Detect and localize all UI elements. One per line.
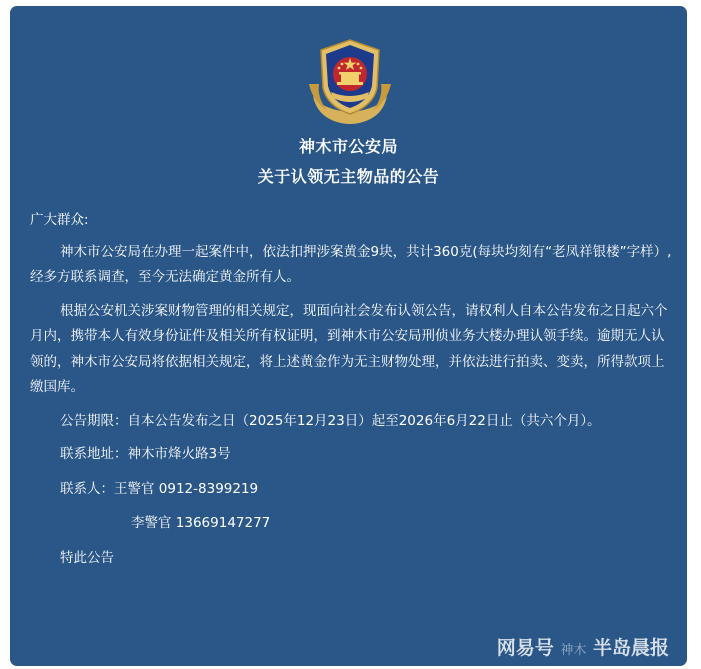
notice-card	[10, 6, 687, 666]
org-title: 神木市公安局	[298, 137, 398, 156]
paragraph-seizure: 神木市公安局在办理一起案件中，依法扣押涉案黄金9块，共计360克(每块均刻有“老凤祥银楼”字样）,经多方联系调查，至今无法确定黄金所有人。	[30, 243, 672, 285]
watermark-faint: 神木	[560, 643, 587, 658]
contact-person-2: 李警官 13669147277	[131, 515, 271, 531]
watermark-brand: 网易号	[496, 637, 554, 659]
watermark	[497, 633, 669, 660]
notice-body	[30, 208, 676, 580]
notice-period: 公告期限：自本公告发布之日（2025年12月23日）起至2026年6月22日止（共六个月）。	[60, 412, 601, 429]
paragraph-claim: 根据公安机关涉案财物管理的相关规定，现面向社会发布认领公告，请权利人自本公告发布之日起六个月内，携带本人有效身份证件及相关所有权证明，到神木市公安局刑侦业务大楼办理认领手续。逾期无人认领的，神木市公安局将依据相关规定，将上述黄金作为无主财物处理，并依法进行拍卖、变卖，所得款项上缴国库。	[30, 302, 668, 395]
contact-person-1: 联系人：王警官 0912-8399219	[60, 480, 259, 497]
notice-title: 关于认领无主物品的公告	[257, 167, 440, 186]
watermark-source: 半岛晨报	[592, 637, 669, 659]
contact-address: 联系地址：神木市烽火路3号	[60, 446, 231, 462]
police-emblem-icon	[307, 36, 393, 128]
salutation: 广大群众:	[30, 212, 89, 228]
closing-text: 特此公告	[60, 549, 114, 566]
